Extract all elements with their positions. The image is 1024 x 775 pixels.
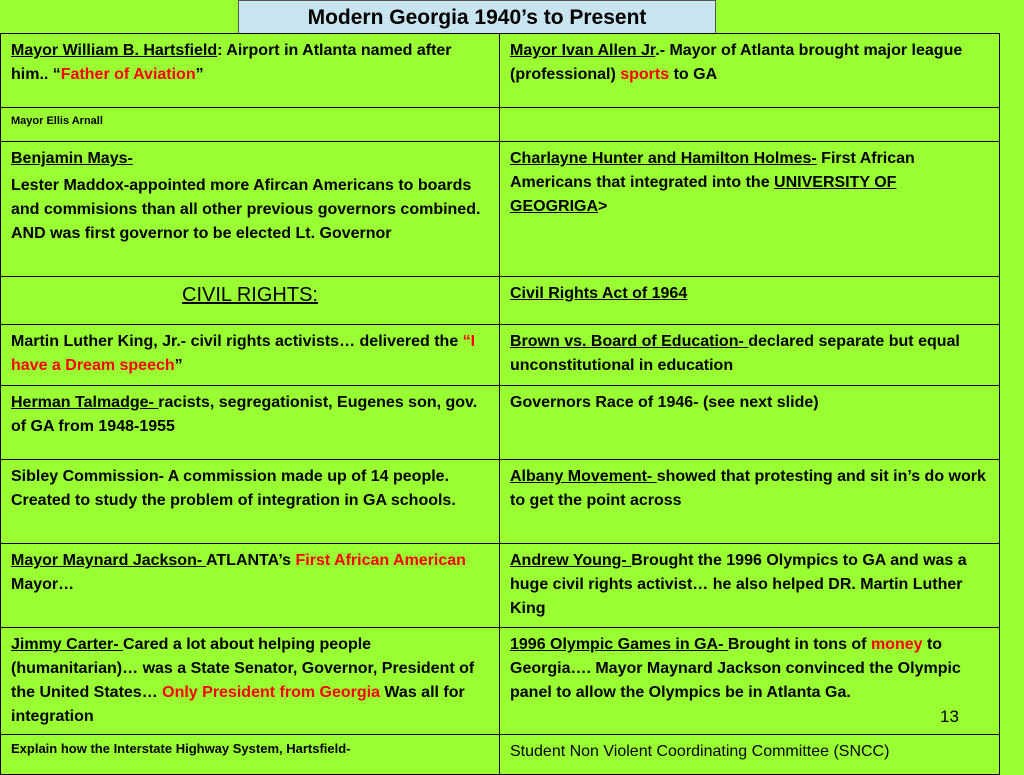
cell-mays-maddox: Benjamin Mays- Lester Maddox-appointed more Afircan Americans to boards and commisions than all other previous governors combined. AND was first governor to be elected Lt. Governor xyxy=(1,142,500,277)
cell-ellis-arnall: Mayor Ellis Arnall xyxy=(1,108,500,142)
cell-ivan-allen: Mayor Ivan Allen Jr.- Mayor of Atlanta brought major league (professional) sports to GA xyxy=(500,34,1000,108)
table-row xyxy=(1,544,1000,628)
cell-maynard-jackson: Mayor Maynard Jackson- ATLANTA’s First African American Mayor… xyxy=(1,544,500,628)
cell-jimmy-carter: Jimmy Carter- Cared a lot about helping people (humanitarian)… was a State Senator, Governor, President of the United States… Only President from Georgia Was all for integration xyxy=(1,628,500,735)
cell-sibley: Sibley Commission- A commission made up of 14 people. Created to study the problem of integration in GA schools. xyxy=(1,460,500,544)
cell-interstate-question: Explain how the Interstate Highway System, Hartsfield- xyxy=(1,735,500,775)
cell-civil-rights-heading: CIVIL RIGHTS: xyxy=(1,277,500,325)
cell-hunter-holmes: Charlayne Hunter and Hamilton Holmes- First African Americans that integrated into the UNIVERSITY OF GEOGRIGA> xyxy=(500,142,1000,277)
table-row xyxy=(1,628,1000,735)
cell-albany: Albany Movement- showed that protesting and sit in’s do work to get the point across xyxy=(500,460,1000,544)
page-number: 13 xyxy=(940,707,959,726)
cell-hartsfield: Mayor William B. Hartsfield: Airport in Atlanta named after him.. “Father of Aviation” xyxy=(1,34,500,108)
cell-mlk: Martin Luther King, Jr.- civil rights activists… delivered the “I have a Dream speech” xyxy=(1,325,500,386)
cell-andrew-young: Andrew Young- Brought the 1996 Olympics to GA and was a huge civil rights activist… he also helped DR. Martin Luther King xyxy=(500,544,1000,628)
cell-sncc: Student Non Violent Coordinating Committee (SNCC) xyxy=(500,735,1000,775)
slide-title: Modern Georgia 1940’s to Present xyxy=(238,0,716,34)
cell-olympic-games: 1996 Olympic Games in GA- Brought in tons of money to Georgia…. Mayor Maynard Jackson convinced the Olympic panel to allow the Olympics be in Atlanta Ga. xyxy=(500,628,1000,735)
table-row xyxy=(1,460,1000,544)
cell-talmadge: Herman Talmadge- racists, segregationist, Eugenes son, gov. of GA from 1948-1955 xyxy=(1,386,500,460)
content-table xyxy=(0,33,1000,775)
cell-empty xyxy=(500,108,1000,142)
cell-civil-rights-act: Civil Rights Act of 1964 xyxy=(500,277,1000,325)
table-row xyxy=(1,34,1000,108)
table-row xyxy=(1,386,1000,460)
table-row xyxy=(1,108,1000,142)
table-row xyxy=(1,142,1000,277)
table-row xyxy=(1,277,1000,325)
cell-brown-board: Brown vs. Board of Education- declared separate but equal unconstitutional in education xyxy=(500,325,1000,386)
cell-governors-race: Governors Race of 1946- (see next slide) xyxy=(500,386,1000,460)
table-row xyxy=(1,735,1000,775)
table-row xyxy=(1,325,1000,386)
